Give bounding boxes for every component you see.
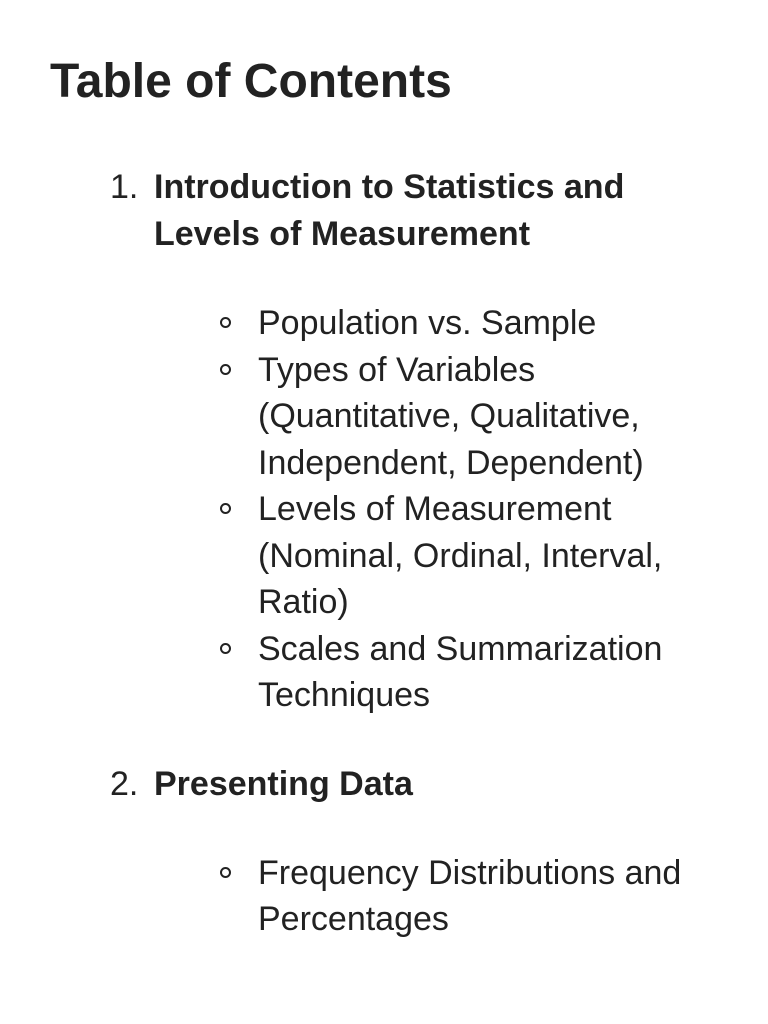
subsection-list bbox=[0, 850, 768, 943]
page-title: Table of Contents bbox=[50, 55, 452, 108]
circle-bullet-icon bbox=[220, 867, 231, 878]
section-number: 2. bbox=[110, 764, 139, 803]
list-item-text: Population vs. Sample bbox=[258, 304, 597, 342]
table-of-contents bbox=[0, 164, 768, 943]
list-item bbox=[0, 300, 718, 347]
section-title: Presenting Data bbox=[154, 764, 413, 803]
list-item-text: Levels of Measurement (Nominal, Ordinal, Interval, Ratio) bbox=[258, 490, 663, 621]
list-item-text: Frequency Distributions and Percentages bbox=[258, 853, 682, 938]
list-item-text: Scales and Summarization Techniques bbox=[258, 629, 663, 714]
section-number: 1. bbox=[110, 168, 139, 206]
list-item bbox=[0, 486, 718, 626]
circle-bullet-icon bbox=[220, 364, 231, 375]
section-heading bbox=[0, 761, 714, 808]
section-heading bbox=[0, 164, 714, 258]
toc-section-2 bbox=[0, 761, 768, 943]
circle-bullet-icon bbox=[220, 643, 231, 654]
list-item bbox=[0, 347, 718, 487]
toc-section-1 bbox=[0, 164, 768, 719]
list-item-text: Types of Variables (Quantitative, Qualitative, Independent, Dependent) bbox=[258, 350, 644, 482]
circle-bullet-icon bbox=[220, 317, 231, 328]
list-item bbox=[0, 850, 718, 943]
circle-bullet-icon bbox=[220, 503, 231, 514]
section-title: Introduction to Statistics and Levels of Measurement bbox=[154, 168, 625, 253]
subsection-list bbox=[0, 300, 768, 719]
list-item bbox=[0, 626, 718, 719]
